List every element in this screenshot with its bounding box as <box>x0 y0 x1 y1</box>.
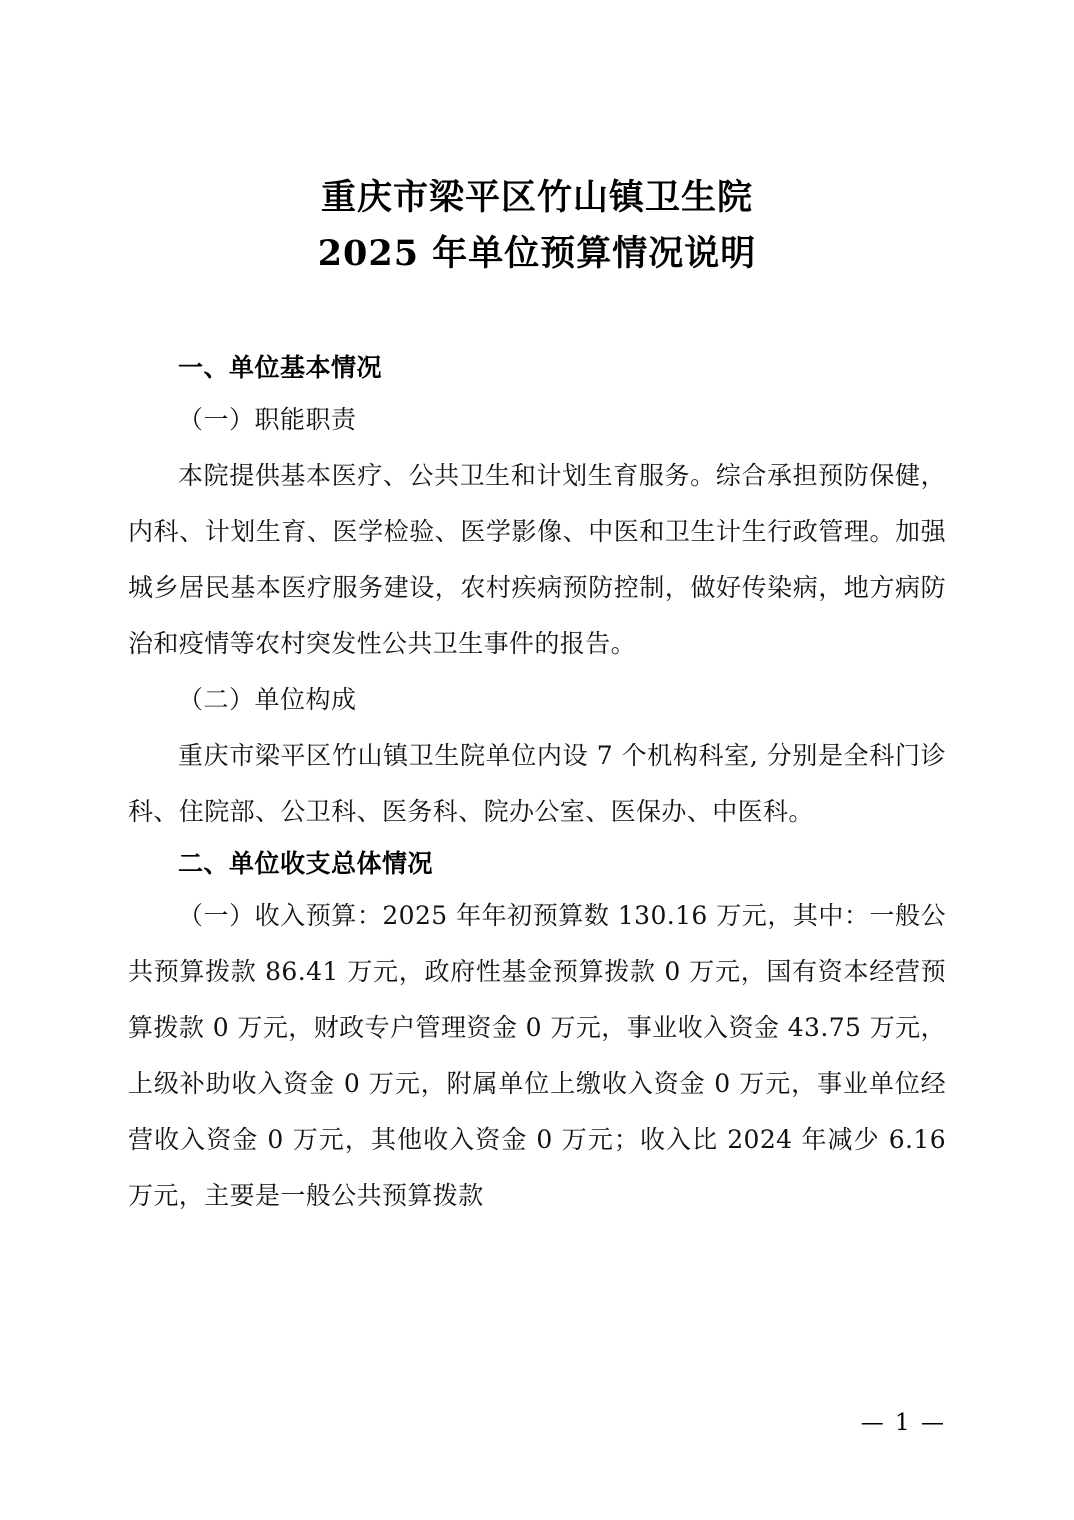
page-title <box>128 170 946 282</box>
title-spacer <box>128 292 946 344</box>
subsection-heading-1-2: （二）单位构成 <box>178 685 357 714</box>
section-heading-2: 二、单位收支总体情况 <box>178 849 434 878</box>
paragraph-composition: 重庆市梁平区竹山镇卫生院单位内设 7 个机构科室, 分别是全科门诊科、住院部、公卫科、医务科、院办公室、医保办、中医科。 <box>128 741 946 826</box>
section-heading-1: 一、单位基本情况 <box>178 353 383 382</box>
page-title-line-2: 2025 年单位预算情况说明 <box>317 233 757 274</box>
subsection-heading-1-1: （一）职能职责 <box>178 405 357 434</box>
paragraph-functions: 本院提供基本医疗、公共卫生和计划生育服务。综合承担预防保健，内科、计划生育、医学检验、医学影像、中医和卫生计生行政管理。加强城乡居民基本医疗服务建设，农村疾病预防控制，做好传染病，地方病防治和疫情等农村突发性公共卫生事件的报告。 <box>128 461 946 658</box>
page-number: — 1 — <box>860 1410 946 1436</box>
page-title-line-1: 重庆市梁平区竹山镇卫生院 <box>320 177 753 218</box>
paragraph-income-budget: （一）收入预算：2025 年年初预算数 130.16 万元，其中：一般公共预算拨款 86.41 万元，政府性基金预算拨款 0 万元，国有资本经营预算拨款 0 万元，财政专户管理资金 0 万元，事业收入资金 43.75 万元，上级补助收入资金 0 万元，附属单位上缴收入资金 0 万元，事业单位经营收入资金 0 万元，其他收入资金 0 万元；收入比 2024 年减少 6.16 万元，主要是一般公共预算拨款 <box>128 901 946 1210</box>
